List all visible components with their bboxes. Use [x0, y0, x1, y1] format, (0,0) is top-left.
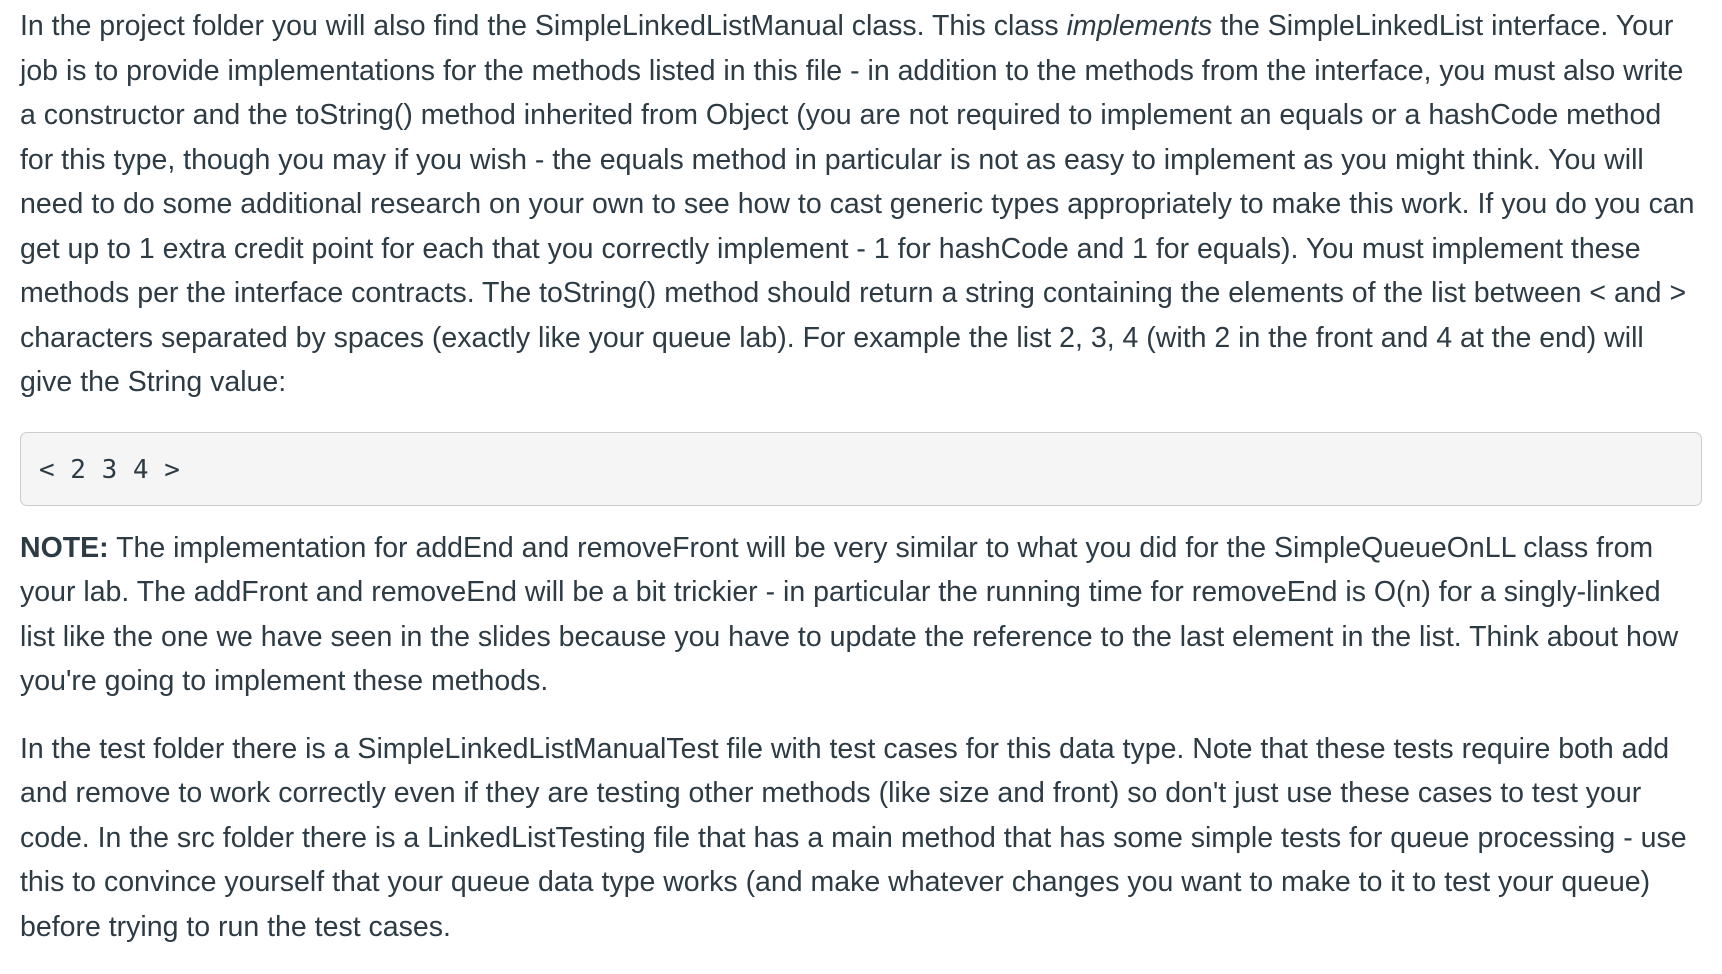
note-label: NOTE:: [20, 531, 109, 564]
emphasis-implements: implements: [1066, 10, 1213, 42]
note-text: The implementation for addEnd and removeFront will be very similar to what you did for the SimpleQueueOnLL class from your lab. The addFront and removeEnd will be a bit trickier - in particular the running time for removeEnd is O(n) for a singly-linked list like the one we have seen in the slides because you have to update the reference to the last element in the list. Think about how you're going to implement these methods.: [20, 531, 1679, 697]
paragraph-1-text-start: In the project folder you will also find the SimpleLinkedListManual class. This class: [20, 10, 1067, 42]
paragraph-1-text-end: the SimpleLinkedList interface. Your job is to provide implementations for the methods listed in this file - in addition to the methods from the interface, you must also write a constructor and the toString() method inherited from Object (you are not required to implement an equals or a hashCode method for this type, though you may if you wish - the equals method in particular is not as easy to implement as you might think. You will need to do some additional research on your own to see how to cast generic types appropriately to make this work. If you do you can get up to 1 extra credit point for each that you correctly implement - 1 for hashCode and 1 for equals). You must implement these methods per the interface contracts. The toString() method should return a string containing the elements of the list between < and > characters separated by spaces (exactly like your queue lab). For example the list 2, 3, 4 (with 2 in the front and 4 at the end) will give the String value:: [20, 10, 1695, 398]
test-folder-text: In the test folder there is a SimpleLinkedListManualTest file with test cases for this data type. Note that these tests require both add and remove to work correctly even if they are testing other methods (like size and front) so don't just use these cases to test your code. In the src folder there is a LinkedListTesting file that has a main method that has some simple tests for queue processing - use this to convince yourself that your queue data type works (and make whatever changes you want to make to it to test your queue) before trying to run the test cases.: [20, 732, 1687, 943]
paragraph-test-folder: [20, 727, 1702, 950]
code-example-block: < 2 3 4 >: [20, 432, 1702, 506]
paragraph-note: [20, 526, 1702, 704]
paragraph-simplelinkedlistmanual: [20, 4, 1702, 405]
